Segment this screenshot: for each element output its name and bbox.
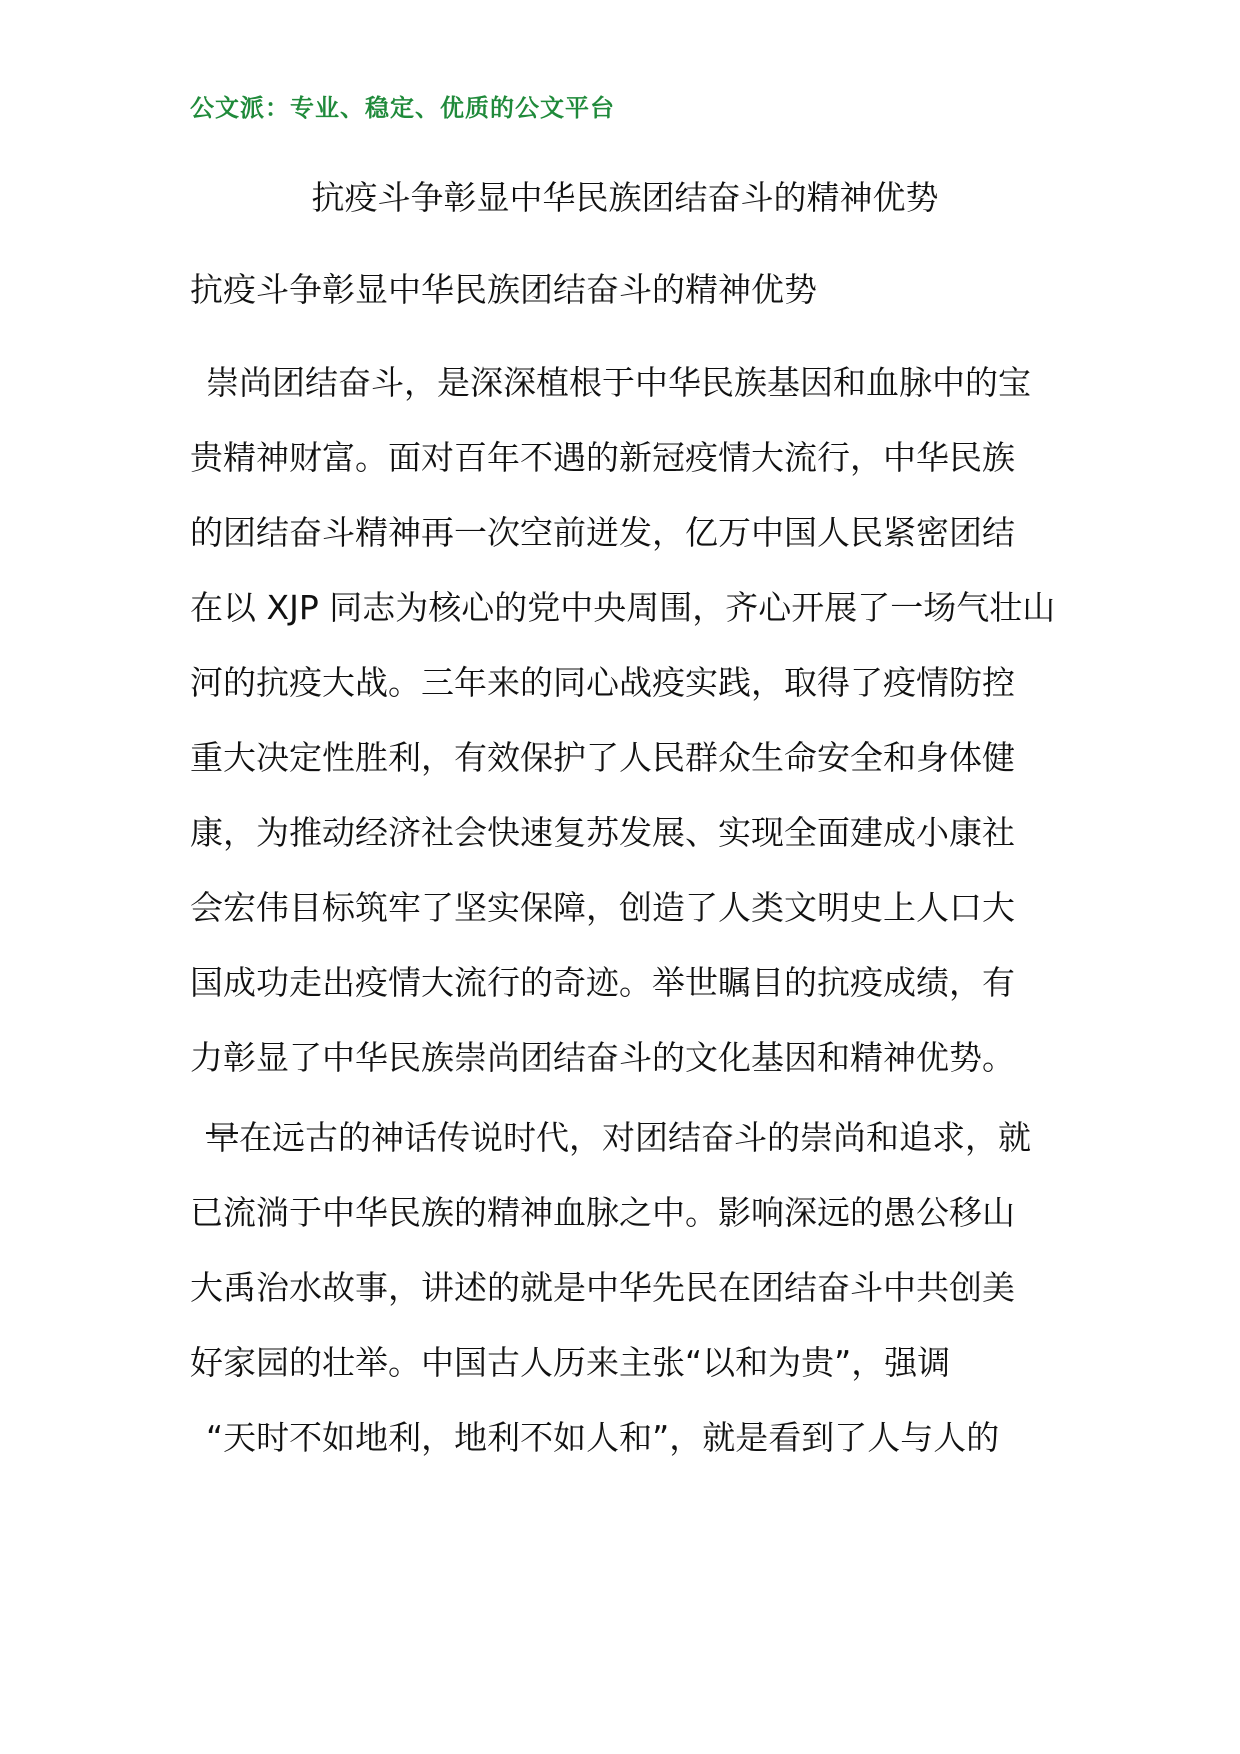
- paragraph-line: 力彰显了中华民族崇尚团结奋斗的文化基因和精神优势。: [190, 1038, 1015, 1077]
- paragraph-line: 的团结奋斗精神再一次空前迸发，亿万中国人民紧密团结: [190, 513, 1015, 552]
- paragraph-line: 河的抗疫大战。三年来的同心战疫实践，取得了疫情防控: [190, 663, 1015, 702]
- paragraph-line: 国成功走出疫情大流行的奇迹。举世瞩目的抗疫成绩，有: [190, 963, 1015, 1002]
- paragraph-line: 好家园的壮举。中国古人历来主张“以和为贵”，强调: [190, 1343, 951, 1382]
- site-banner: 公文派：专业、稳定、优质的公文平台: [190, 94, 615, 122]
- paragraph-line: 早在远古的神话传说时代，对团结奋斗的崇尚和追求，就: [206, 1118, 1031, 1157]
- paragraph-line: 已流淌于中华民族的精神血脉之中。影响深远的愚公移山: [190, 1193, 1015, 1232]
- paragraph-line: “天时不如地利，地利不如人和”，就是看到了人与人的: [206, 1418, 1000, 1457]
- paragraph-line: 康，为推动经济社会快速复苏发展、实现全面建成小康社: [190, 813, 1015, 852]
- document-subtitle: 抗疫斗争彰显中华民族团结奋斗的精神优势: [190, 270, 817, 309]
- paragraph-line: 贵精神财富。面对百年不遇的新冠疫情大流行，中华民族: [190, 438, 1015, 477]
- paragraph-line: 大禹治水故事，讲述的就是中华先民在团结奋斗中共创美: [190, 1268, 1015, 1307]
- paragraph-line: 在以 XJP 同志为核心的党中央周围，齐心开展了一场气壮山: [190, 588, 1056, 627]
- document-title: 抗疫斗争彰显中华民族团结奋斗的精神优势: [311, 178, 939, 217]
- paragraph-2: [190, 1100, 1065, 1475]
- paragraph-line: 重大决定性胜利，有效保护了人民群众生命安全和身体健: [190, 738, 1015, 777]
- paragraph-1: [190, 345, 1065, 1095]
- paragraph-line: 会宏伟目标筑牢了坚实保障，创造了人类文明史上人口大: [190, 888, 1015, 927]
- paragraph-line: 崇尚团结奋斗，是深深植根于中华民族基因和血脉中的宝: [206, 363, 1031, 402]
